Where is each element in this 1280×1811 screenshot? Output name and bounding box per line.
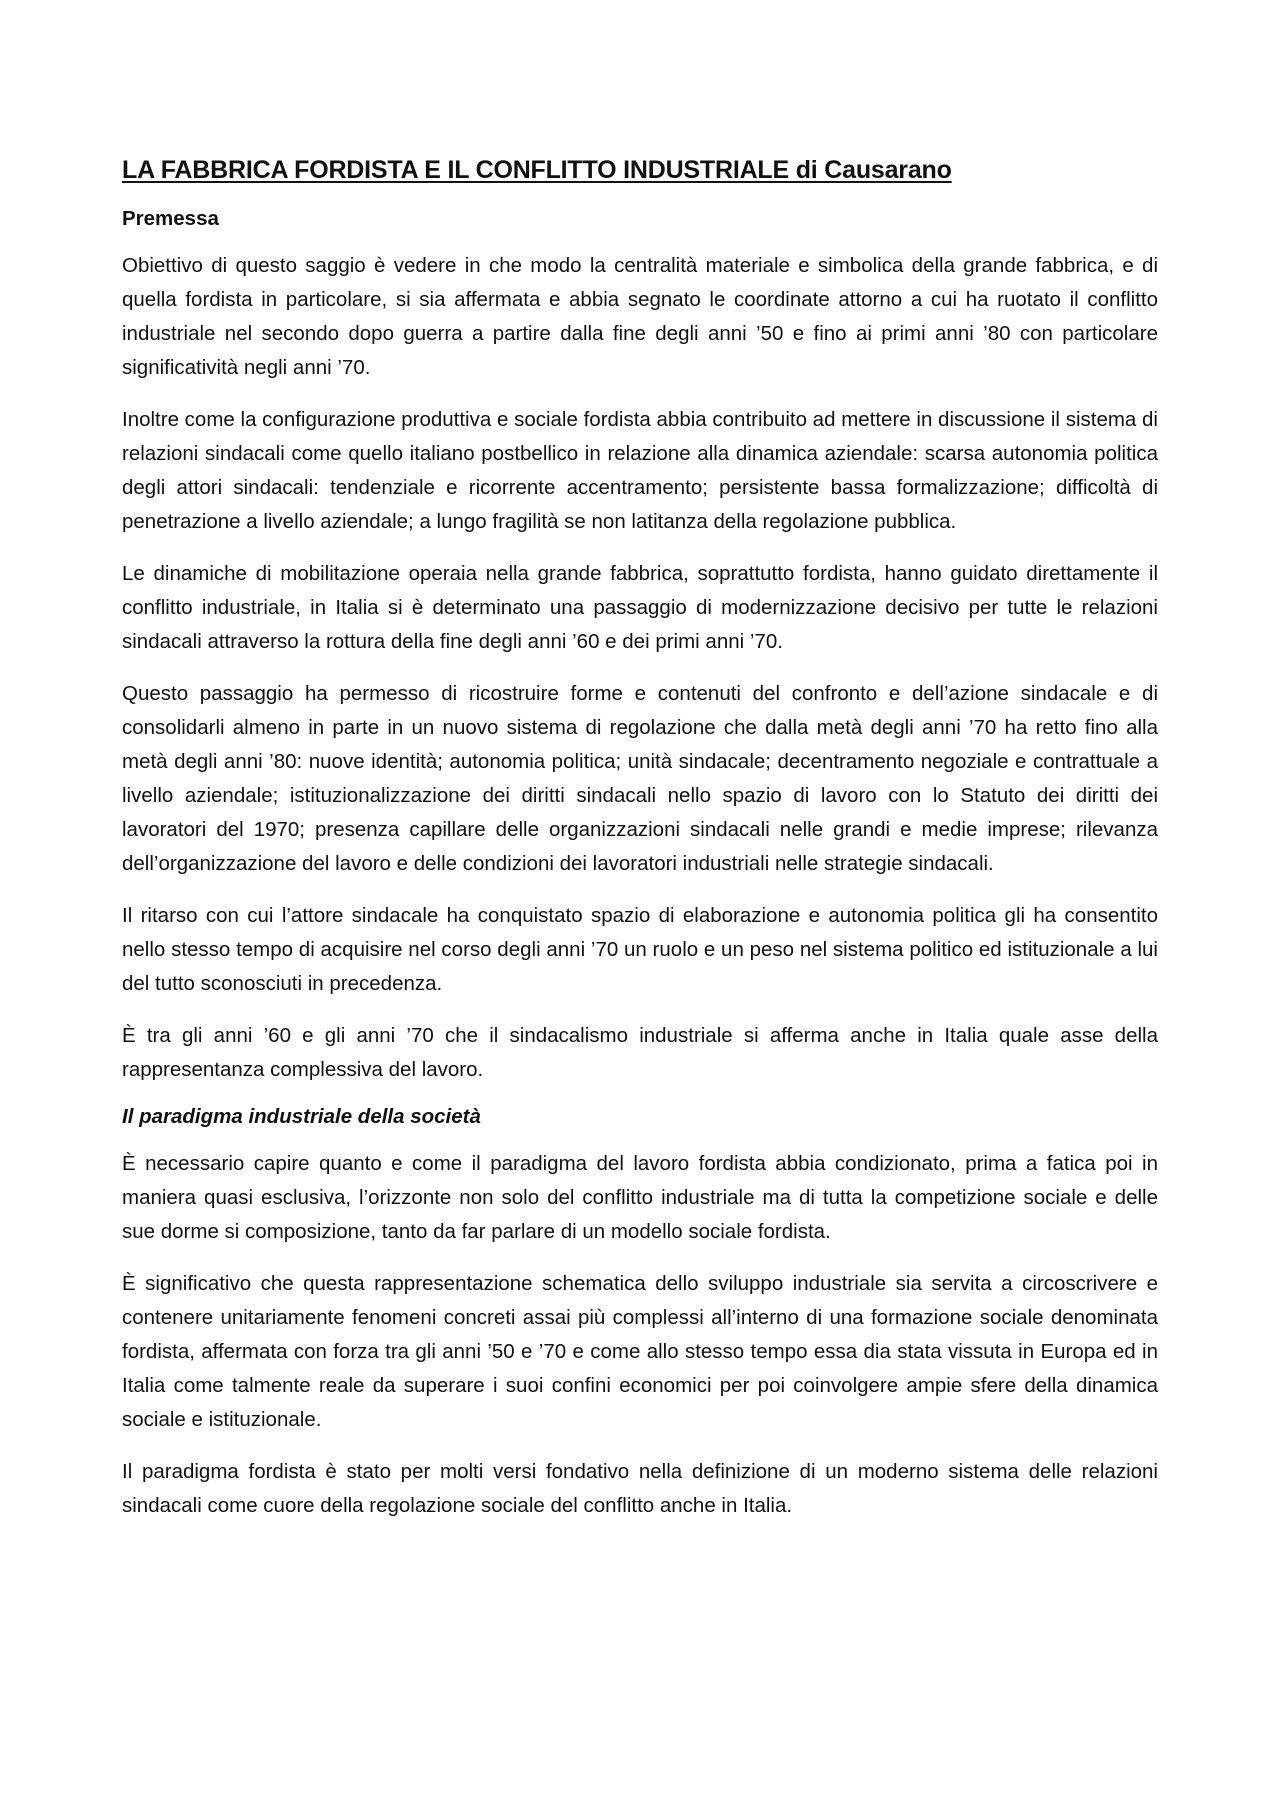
paragraph: Le dinamiche di mobilitazione operaia nella grande fabbrica, soprattutto fordista, hanno guidato direttamente il conflitto industriale, in Italia si è determinato una passaggio di modernizzazione decisivo per tutte le relazioni sindacali attraverso la rottura della fine degli anni ’60 e dei primi anni ’70. bbox=[122, 562, 1158, 653]
paragraph: È necessario capire quanto e come il paradigma del lavoro fordista abbia condizionato, prima a fatica poi in maniera quasi esclusiva, l’orizzonte non solo del conflitto industriale ma di tutta la competizione sociale e delle sue dorme si composizione, tanto da far parlare di un modello sociale fordista. bbox=[122, 1152, 1158, 1243]
paragraph: Questo passaggio ha permesso di ricostruire forme e contenuti del confronto e dell’azione sindacale e di consolidarli almeno in parte in un nuovo sistema di regolazione che dalla metà degli anni ’70 ha retto fino alla metà degli anni ’80: nuove identità; autonomia politica; unità sindacale; decentramento negoziale e contrattuale a livello aziendale; istituzionalizzazione dei diritti sindacali nello spazio di lavoro con lo Statuto dei diritti dei lavoratori del 1970; presenza capillare delle organizzazioni sindacali nelle grandi e medie imprese; rilevanza dell’organizzazione del lavoro e delle condizioni dei lavoratori industriali nelle strategie sindacali. bbox=[122, 682, 1158, 875]
paragraph: È significativo che questa rappresentazione schematica dello sviluppo industriale sia servita a circoscrivere e contenere unitariamente fenomeni concreti assai più complessi all’interno di una formazione sociale denominata fordista, affermata con forza tra gli anni ’50 e ’70 e come allo stesso tempo essa dia stata vissuta in Europa ed in Italia come talmente reale da superare i suoi confini economici per poi coinvolgere ampie sfere della dinamica sociale e istituzionale. bbox=[122, 1272, 1158, 1431]
section-heading-paradigma: Il paradigma industriale della società bbox=[122, 1105, 481, 1128]
paragraph: Obiettivo di questo saggio è vedere in che modo la centralità materiale e simbolica della grande fabbrica, e di quella fordista in particolare, si sia affermata e abbia segnato le coordinate attorno a cui ha ruotato il conflitto industriale nel secondo dopo guerra a partire dalla fine degli anni ’50 e fino ai primi anni ’80 con particolare significatività negli anni ’70. bbox=[122, 254, 1158, 379]
paragraph: Il ritarso con cui l’attore sindacale ha conquistato spazio di elaborazione e autonomia politica gli ha consentito nello stesso tempo di acquisire nel corso degli anni ’70 un ruolo e un peso nel sistema politico ed istituzionale a lui del tutto sconosciuti in precedenza. bbox=[122, 904, 1158, 995]
section-premessa bbox=[122, 207, 1158, 1087]
paragraph: Il paradigma fordista è stato per molti versi fondativo nella definizione di un moderno sistema delle relazioni sindacali come cuore della regolazione sociale del conflitto anche in Italia. bbox=[122, 1460, 1158, 1517]
paragraph: Inoltre come la configurazione produttiva e sociale fordista abbia contribuito ad mettere in discussione il sistema di relazioni sindacali come quello italiano postbellico in relazione alla dinamica aziendale: scarsa autonomia politica degli attori sindacali: tendenziale e ricorrente accentramento; persistente bassa formalizzazione; difficoltà di penetrazione a livello aziendale; a lungo fragilità se non latitanza della regolazione pubblica. bbox=[122, 408, 1158, 533]
section-heading-premessa: Premessa bbox=[122, 207, 219, 230]
paragraph: È tra gli anni ’60 e gli anni ’70 che il sindacalismo industriale si afferma anche in Italia quale asse della rappresentanza complessiva del lavoro. bbox=[122, 1024, 1158, 1081]
document-title: LA FABBRICA FORDISTA E IL CONFLITTO INDUSTRIALE di Causarano bbox=[122, 156, 952, 184]
section-paradigma bbox=[122, 1105, 1158, 1523]
